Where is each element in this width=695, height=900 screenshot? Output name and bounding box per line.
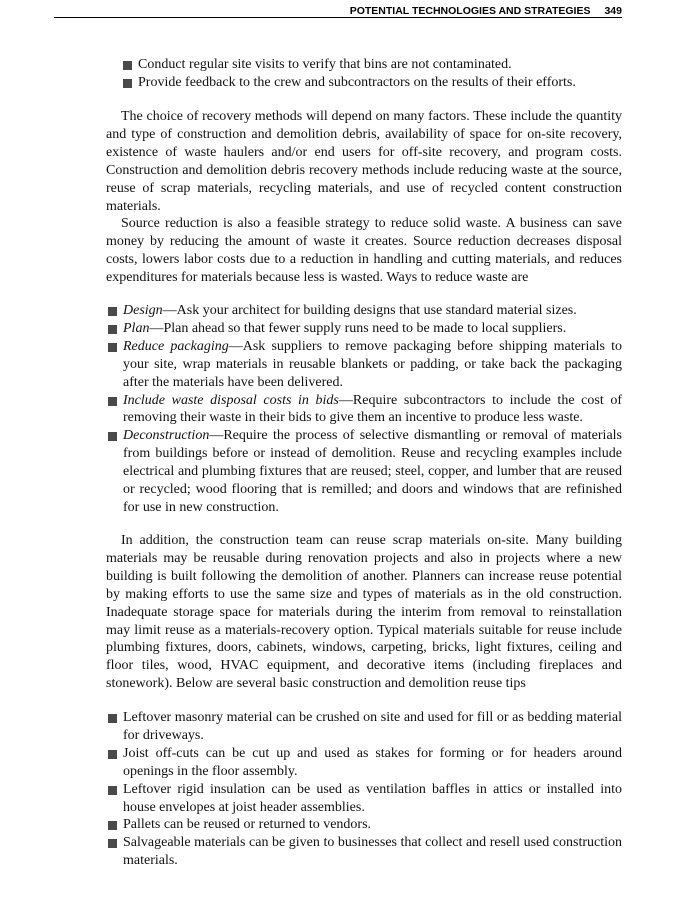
- list-item-term: Design: [123, 303, 163, 318]
- list-item-term: Deconstruction: [123, 428, 210, 444]
- paragraph: The choice of recovery methods will depend on many factors. These include the quantity and type of construction and demolition debris, availability of space for on-site recovery, existence of waste haulers and/or end users for off-site recovery, and program costs. Construction and demolition debris recovery methods include reducing waste at the source, reuse of scrap materials, recycling materials, and use of recycled content construction materials.: [106, 109, 622, 214]
- list-item: [106, 392, 622, 428]
- list-item: Leftover masonry material can be crushed on site and used for fill or as bedding material for driveways.: [106, 709, 622, 745]
- list-item: Salvageable materials can be given to businesses that collect and resell used construction materials.: [106, 834, 622, 870]
- list-item: [106, 320, 622, 338]
- list-item: Provide feedback to the crew and subcontractors on the results of their efforts.: [121, 74, 622, 92]
- list-item-text: —Require the process of selective dismantling or removal of materials from buildings before or instead of demolition. Reuse and recycling examples include electrical and plumbing fixtures that are reused; steel, copper, and lumber that are reused or recycled; wood flooring that is remilled; and doors and windows that are refinished for use in new construction.: [123, 428, 622, 515]
- list-item-text: —Require subcontractors to include the cost of removing their waste in their bids to give them an incentive to produce less waste.: [123, 392, 622, 426]
- list-item-text: —Ask your architect for building designs that use standard material sizes.: [162, 303, 577, 318]
- paragraph: In addition, the construction team can reuse scrap materials on-site. Many building materials may be reusable during renovation projects and also in projects where a new building is built following the demolition of another. Planners can increase reuse potential by making efforts to use the same size and types of materials as in the old construction. Inadequate storage space for materials during the interim from removal to reinstallation may limit reuse as a materials-recovery option. Typical materials suitable for reuse include plumbing fixtures, doors, cabinets, windows, carpeting, bricks, light fixtures, ceiling and floor tiles, wood, HVAC equipment, and decorative items (including fireplaces and stonework). Below are several basic construction and demolition reuse tips: [106, 533, 622, 692]
- top-bullet-list-block: [106, 56, 622, 92]
- list-item: Conduct regular site visits to verify that bins are not contaminated.: [121, 56, 622, 74]
- list-item: Leftover rigid insulation can be used as ventilation baffles in attics or installed into house envelopes at joist header assemblies.: [106, 781, 622, 817]
- top-bullet-list: [121, 56, 622, 92]
- waste-reduction-list-block: [106, 302, 622, 517]
- reuse-section: [106, 532, 622, 693]
- list-item-term: Reduce packaging: [123, 338, 229, 354]
- list-item: Joist off-cuts can be cut up and used as stakes for forming or for headers around openings in the floor assembly.: [106, 745, 622, 781]
- list-item: [106, 427, 622, 517]
- reuse-tips-list: [106, 709, 622, 870]
- recovery-section: [106, 108, 622, 287]
- list-item: [106, 302, 622, 320]
- list-item: [106, 338, 622, 392]
- list-item-text: —Ask suppliers to remove packaging before shipping materials to your site, wrap materials in reusable blankets or padding, or take back the packaging after the materials have been delivered.: [123, 338, 622, 390]
- list-item-term: Include waste disposal costs in bids: [123, 392, 339, 408]
- running-head: [54, 3, 622, 18]
- list-item-term: Plan: [123, 320, 150, 336]
- page-number: 349: [604, 5, 622, 17]
- waste-reduction-list: [106, 302, 622, 517]
- running-head-title: POTENTIAL TECHNOLOGIES AND STRATEGIES: [349, 5, 591, 17]
- list-item: Pallets can be reused or returned to vendors.: [106, 816, 622, 834]
- list-item-text: —Plan ahead so that fewer supply runs need to be made to local suppliers.: [149, 320, 567, 336]
- reuse-tips-list-block: [106, 709, 622, 870]
- paragraph: Source reduction is also a feasible strategy to reduce solid waste. A business can save money by reducing the amount of waste it creates. Source reduction decreases disposal costs, lowers labor costs due to a reduction in handling and cutting materials, and reduces expenditures for materials because less is wasted. Ways to reduce waste are: [106, 216, 622, 286]
